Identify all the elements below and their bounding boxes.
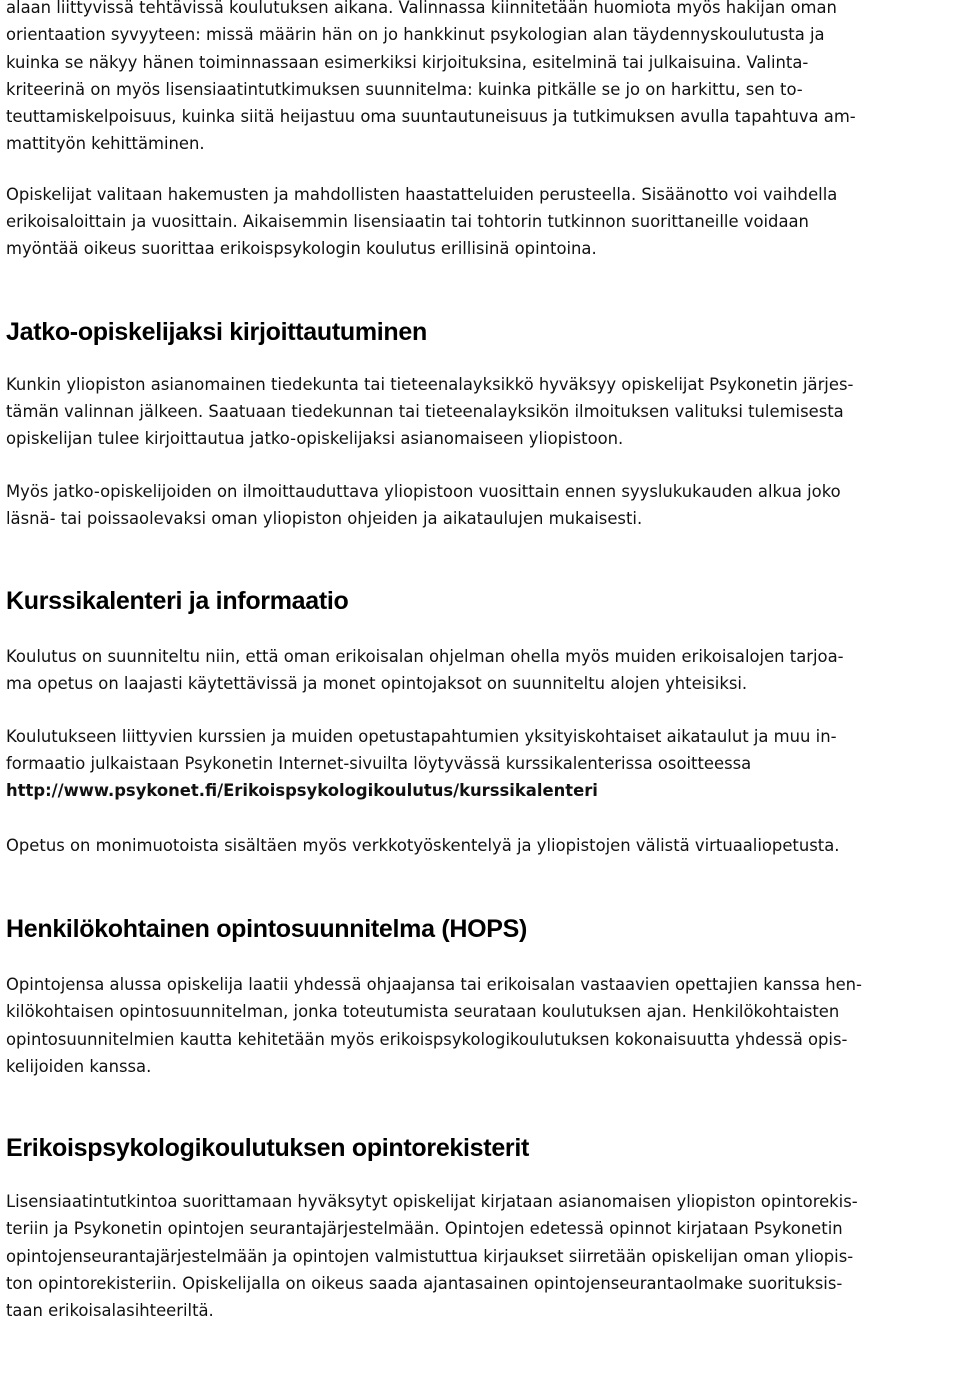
text-line: kuinka se näkyy hänen toiminnassaan esimerkiksi kirjoituksina, esitelminä tai julkaisuina. Valinta-: [6, 52, 809, 72]
text-line: kilökohtaisen opintosuunnitelman, jonka toteutumista seurataan koulutuksen ajan. Henkilökohtaisten: [6, 1002, 840, 1022]
document-page: [6, 0, 952, 1325]
paragraph-teaching-methods: [6, 832, 952, 859]
text-line: orientaation syvyyteen: missä määrin hän on jo hankkinut psykologian alan täydennyskoulutusta ja: [6, 25, 825, 45]
text-line: Opetus on monimuotoista sisältäen myös verkkotyöskentelyä ja yliopistojen välistä virtuaaliopetusta.: [6, 835, 840, 855]
course-calendar-link[interactable]: http://www.psykonet.fi/Erikoispsykologikoulutus/kurssikalenteri: [6, 781, 598, 801]
paragraph-study-registers: [6, 1188, 952, 1324]
text-line: kelijoiden kanssa.: [6, 1056, 152, 1076]
text-line: ma opetus on laajasti käytettävissä ja monet opintojaksot on suunniteltu alojen yhteisiksi.: [6, 674, 748, 694]
text-line: kriteerinä on myös lisensiaatintutkimuksen suunnitelma: kuinka pitkälle se jo on harkittu, sen to-: [6, 79, 803, 99]
text-line: Kunkin yliopiston asianomainen tiedekunta tai tieteenalayksikkö hyväksyy opiskelijat Psykonetin järjes-: [6, 374, 854, 394]
text-line: mattityön kehittäminen.: [6, 134, 205, 154]
text-line: myöntää oikeus suorittaa erikoispsykologin koulutus erillisinä opintoina.: [6, 239, 597, 259]
text-line: taan erikoisalasihteeriltä.: [6, 1301, 214, 1321]
text-line: ton opintorekisteriin. Opiskelijalla on oikeus saada ajantasainen opintojenseurantaolmake suorituksis-: [6, 1274, 843, 1294]
text-line: Koulutukseen liittyvien kurssien ja muiden opetustapahtumien yksityiskohtaiset aikataulut ja muu in-: [6, 726, 837, 746]
paragraph-hops: [6, 971, 952, 1080]
heading-enrollment: Jatko-opiskelijaksi kirjoittautuminen: [6, 317, 427, 346]
text-line: alaan liittyvissä tehtävissä koulutuksen aikana. Valinnassa kiinnitetään huomiota myös hakijan oman: [6, 0, 837, 17]
heading-study-registers: Erikoispsykologikoulutuksen opintorekisterit: [6, 1134, 530, 1163]
text-line: opiskelijan tulee kirjoittautua jatko-opiskelijaksi asianomaiseen yliopistoon.: [6, 429, 624, 449]
text-line: Opintojensa alussa opiskelija laatii yhdessä ohjaajansa tai erikoisalan vastaavien opettajien kanssa hen-: [6, 974, 862, 994]
text-line: Myös jatko-opiskelijoiden on ilmoittauduttava yliopistoon vuosittain ennen syyslukukauden alkua joko: [6, 481, 841, 501]
text-line: erikoisaloittain ja vuosittain. Aikaisemmin lisensiaatin tai tohtorin tutkinnon suorittaneille voidaan: [6, 212, 809, 232]
paragraph-course-design: [6, 643, 952, 698]
text-line: opintojenseurantajärjestelmään ja opintojen valmistuttua kirjaukset siirretään opiskelijan oman yliopis-: [6, 1246, 854, 1266]
heading-hops: Henkilökohtainen opintosuunnitelma (HOPS): [6, 914, 528, 943]
text-line: teriin ja Psykonetin opintojen seurantajärjestelmään. Opintojen edetessä opinnot kirjataan Psykonetin: [6, 1219, 843, 1239]
text-line: Opiskelijat valitaan hakemusten ja mahdollisten haastatteluiden perusteella. Sisäänotto voi vaihdella: [6, 184, 838, 204]
paragraph-selection-process: [6, 181, 952, 263]
text-line: Koulutus on suunniteltu niin, että oman erikoisalan ohjelman ohella myös muiden erikoisalojen tarjoa-: [6, 647, 844, 667]
text-line: tämän valinnan jälkeen. Saatuaan tiedekunnan tai tieteenalayksikön ilmoituksen valituksi tulemisesta: [6, 401, 844, 421]
paragraph-enrollment: [6, 371, 952, 453]
paragraph-course-info: [6, 723, 952, 805]
text-line: formaatio julkaistaan Psykonetin Internet-sivuilta löytyvässä kurssikalenterissa osoitteessa: [6, 754, 752, 774]
heading-course-calendar: Kurssikalenteri ja informaatio: [6, 587, 349, 616]
text-line: teuttamiskelpoisuus, kuinka siitä heijastuu oma suuntautuneisuus ja tutkimuksen avulla tapahtuva am-: [6, 107, 856, 127]
text-line: Lisensiaatintutkintoa suorittamaan hyväksytyt opiskelijat kirjataan asianomaisen yliopiston opintorekis-: [6, 1192, 858, 1212]
text-line: läsnä- tai poissaolevaksi oman yliopiston ohjeiden ja aikataulujen mukaisesti.: [6, 508, 643, 528]
text-line: opintosuunnitelmien kautta kehitetään myös erikoispsykologikoulutuksen kokonaisuutta yhdessä opis-: [6, 1029, 848, 1049]
paragraph-selection-criteria: [6, 0, 952, 158]
paragraph-annual-registration: [6, 478, 952, 533]
